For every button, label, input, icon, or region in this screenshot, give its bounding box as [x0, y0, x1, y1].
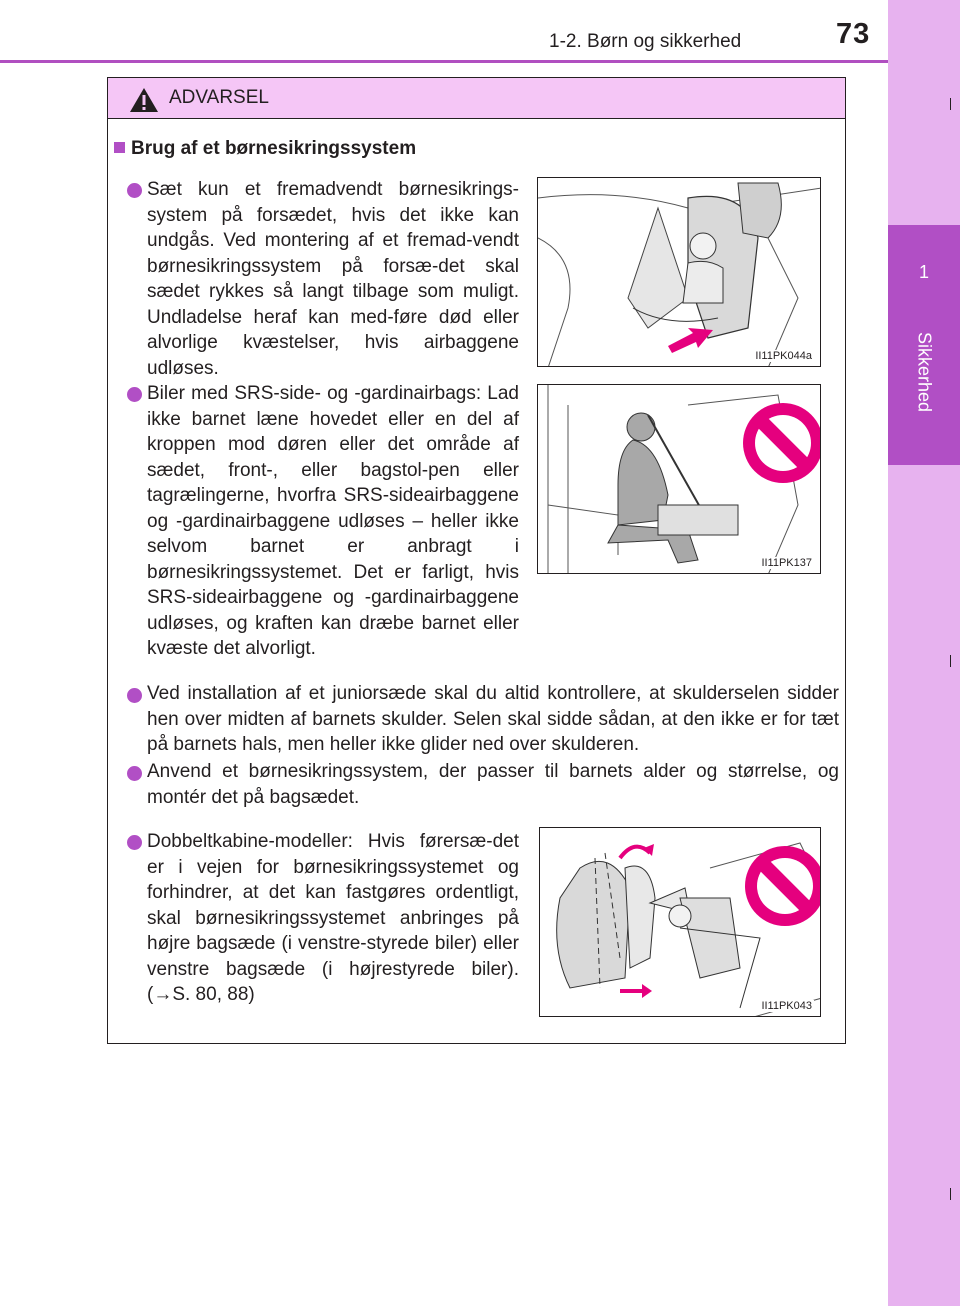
square-bullet-icon — [114, 142, 125, 153]
figure-door-lean — [537, 384, 821, 574]
section-heading: Brug af et børnesikringssystem — [112, 138, 416, 160]
warning-header — [108, 78, 845, 119]
bullet-text-1: Sæt kun et fremadvendt børnesikrings-system på forsædet, hvis det ikke kan undgås. Ved montering af et fremad-vendt børnesikringssystem på forsæ-det skal sædet rykkes så langt tilbage som muligt. Undladelse heraf kan med-føre død eller alvorlige kvæstelser, hvis airbaggene udløses. — [147, 179, 519, 379]
driver-seat-blocking-child-seat-prohibited-illustration — [540, 828, 821, 1017]
margin-tick — [950, 655, 951, 667]
figure-code: II11PK044a — [755, 350, 812, 362]
chapter-label: Sikkerhed — [914, 331, 935, 413]
margin-tick — [950, 1188, 951, 1200]
bullet-text-4: Anvend et børnesikringssystem, der passer til barnets alder og størrelse, og montér det på bagsædet. — [147, 761, 839, 808]
figure-child-seat — [537, 177, 821, 367]
bullet-icon — [127, 183, 142, 198]
page-number: 73 — [836, 18, 871, 50]
figure-code: II11PK043 — [761, 1000, 812, 1012]
child-leaning-on-door-prohibited-illustration — [538, 385, 821, 574]
chapter-number: 1 — [918, 262, 929, 282]
bullet-icon — [127, 688, 142, 703]
chapter-tab — [888, 0, 960, 1306]
bullet-icon — [127, 766, 142, 781]
bullet-icon — [127, 387, 142, 402]
warning-triangle-icon — [129, 87, 159, 113]
running-header: 1-2. Børn og sikkerhed — [549, 31, 742, 52]
bullet-text-3: Ved installation af et juniorsæde skal du altid kontrollere, at skulderselen sidder hen over midten af barnets skulder. Selen skal sidde sådan, at den ikke er for tæt på barnets hals, men heller ikke glider ned over skulderen. — [147, 683, 839, 755]
forward-facing-child-seat-illustration — [538, 178, 821, 367]
bullet-text-2: Biler med SRS-side- og -gardinairbags: Lad ikke barnet læne hovedet eller en del af kroppen mod døren eller det område af sædet, front-, eller bagstol-pen eller tagrælingerne, hvorfra SRS-sideairbaggene og -gardinairbaggene udløses – heller ikke selvom barnet er anbragt i børnesikringssystemet. Det er farligt, hvis SRS-sideairbaggene og -gardinairbaggene udløses, og kraften kan dræbe barnet eller kvæste det alvorligt. — [147, 383, 519, 659]
margin-tick — [950, 98, 951, 110]
bullet-text-5: Dobbeltkabine-modeller: Hvis førersæ-det er i vejen for børnesikringssystemet og forhindrer, at det kan fastgøres ordentligt, skal børnesikringssystemet anbringes på højre bagsæde (i venstre-styrede biler) eller venstre bagsæde (i højrestyrede biler). (→S. 80, 88) — [147, 831, 519, 1005]
figure-driver-seat — [539, 827, 821, 1017]
header-rule — [0, 60, 888, 63]
warning-title: ADVARSEL — [169, 87, 269, 108]
bullet-icon — [127, 835, 142, 850]
figure-code: II11PK137 — [761, 557, 812, 569]
